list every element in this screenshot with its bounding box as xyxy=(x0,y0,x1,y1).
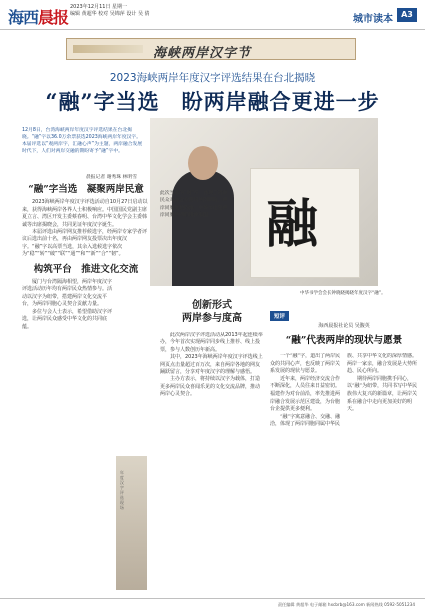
article-headline: “融”字当选 盼两岸融合更进一步 xyxy=(45,89,380,114)
banner-title: 海峡两岸汉字节 xyxy=(153,46,252,61)
paragraph: 此次两岸汉字评选活动从2013年起连续举办，今年首次实现两岸同步线上推荐、线上投票，参与人数创历年新高。 xyxy=(160,332,263,353)
paragraph: 本届评选由两岸网友推荐候选字，经两岸专家学者评议后选出前十名，再由两岸网友投票决出年度汉字。“融”字以高票当选，其余入选候选字依次为“稳”“转”“破”“联”“通”“和”“新”“合”“韧”。 xyxy=(22,229,148,258)
calligraphy-character: 融 xyxy=(266,194,319,255)
paragraph: 厦门与台湾隔海相望，两岸年度汉字评选活动历年均有两岸民众热情参与。活动以汉字为纽带，搭建两岸文化交流平台，为两岸同胞心灵契合贡献力量。 xyxy=(22,279,113,308)
paragraph: 主办方表示，将持续以汉字为载体，打造更多两岸民众喜闻乐见的文化交流品牌，推动两岸心灵契合。 xyxy=(160,376,261,398)
banner-ornament xyxy=(73,45,143,53)
paragraph: 多位与会人士表示，希望借助汉字评选，让两岸民众感受中华文化的共同底蕴。 xyxy=(22,308,113,330)
dateline: 2023年12月11日 星期一 编辑 黄超华 校对 吴锦萍 设计 吴 倩 xyxy=(70,4,150,17)
commentary-tag: 短评 xyxy=(270,311,289,321)
paragraph: 近年来，两岸经济交流合作不断深化，人员往来日益密切。福建作为对台前沿，率先推进两岸融合发展示范区建设，为台胞台企提供更多便利。 xyxy=(270,375,341,413)
paragraph: 其中，2023年海峡两岸年度汉字评选线上网页点击量超过百万次，来自两岸各地的网友踊跃留言，分享对年度汉字的理解与感悟。 xyxy=(160,354,263,376)
section-heading-1: “融”字当选 凝聚两岸民意 xyxy=(28,184,144,195)
paragraph: “融”字寓意融合、交融、融洽，体现了两岸同胞同属中华民族、共享中华文化的深厚情感。两岸一家亲，融合发展是大势所趋、民心所向。 xyxy=(270,353,418,428)
commentary-body xyxy=(270,353,418,591)
main-photo-caption: 中华书学会会长钟晓晓揭晓年度汉字“融”。 xyxy=(300,291,386,296)
section-name: 城市读本 xyxy=(353,14,393,25)
festival-banner xyxy=(66,38,356,60)
article-lead: 12月8日，台湾海峡两岸年度汉字评选结果在台北揭晓。“融”字以36.0万余票获选2023海峡两岸年度汉字。本届评选以“观两岸字，汇融心声”为主题，两岸融合发展时代下，人们对两岸交融的期盼寄予“融”字中。 xyxy=(22,128,143,154)
paragraph: 2023海峡两岸年度汉字评选活动自10月27日启动以来，获得海峡两岸各界人士积极响应。中国国民党副主席夏立言、湾区开发主委蔡春明、台湾中华文化学会主委韩诚等出席揭晓会，共同见证年度汉字诞生。 xyxy=(22,199,148,228)
commentary-author: 海西晨报社论员 吴馥英 xyxy=(318,323,370,329)
newspaper-logo: 海西晨报 xyxy=(8,8,69,27)
section-heading-3: 创新形式 两岸参与度高 xyxy=(182,300,242,324)
paragraph: 期待两岸同胞携手同心，以“融”为纽带，共同书写中华民族伟大复兴的新篇章，让两岸关系在融合中走向更加美好的明天。 xyxy=(347,375,418,413)
masthead xyxy=(0,0,425,30)
paragraph: 一个“融”字，道出了两岸民众的共同心声，也反映了两岸关系发展的现状与愿景。 xyxy=(270,353,341,375)
article-subhead: 2023海峡两岸年度汉字评选结果在台北揭晓 xyxy=(109,72,316,84)
byline: 晨报记者 谢秀珠 林明雪 xyxy=(86,175,138,180)
photo-face xyxy=(188,146,218,180)
footer-text: 责任编辑 黄超华 电子邮箱 hxcbrb@163.com 新闻热线 0592-5051234 xyxy=(277,602,415,607)
page-number-badge: A3 xyxy=(397,8,417,22)
article-column-1 xyxy=(22,186,150,331)
section-heading-2: 构筑平台 推进文化交流 xyxy=(33,263,139,275)
commentary-title: “融”代表两岸的现状与愿景 xyxy=(285,335,403,346)
page-footer xyxy=(0,598,425,611)
article-column-2 xyxy=(160,332,264,590)
event-photo-caption: 年度汉字评选现场 xyxy=(120,470,124,510)
article-column-2-top: 此次当选的“融”字，体现了两岸民众对融合发展的共同期盼。两岸同胞同根同源，中华文化是两岸同胞共同的精神家园。 xyxy=(160,191,228,219)
